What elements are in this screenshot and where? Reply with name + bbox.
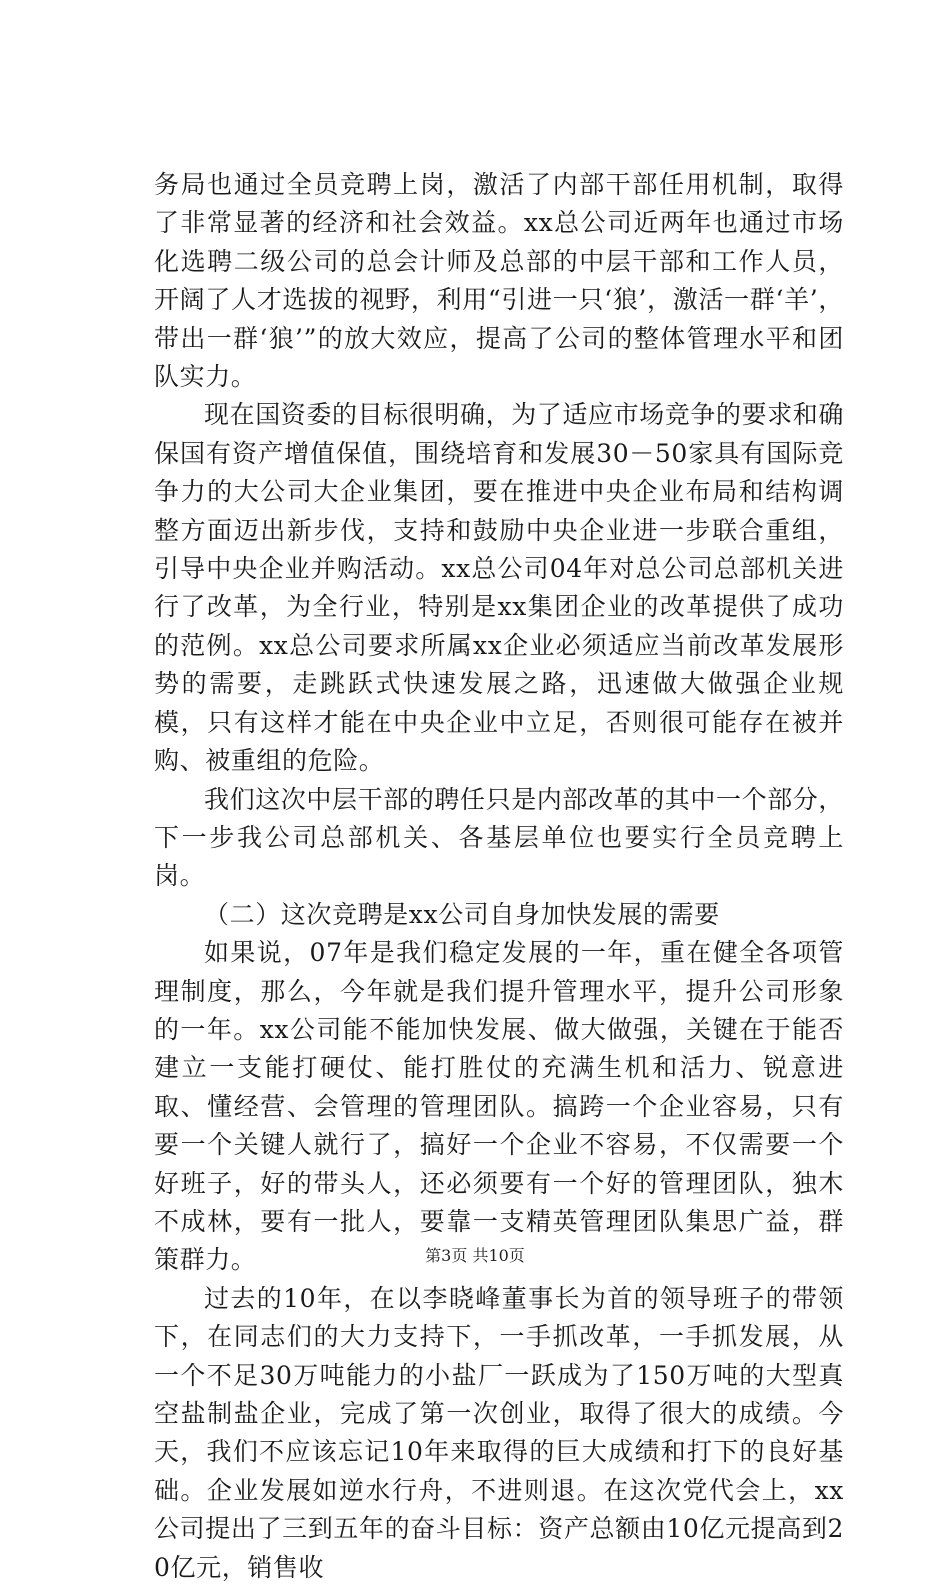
paragraph-1: 务局也通过全员竞聘上岗，激活了内部干部任用机制，取得了非常显著的经济和社会效益。xx总公司近两年也通过市场化选聘二级公司的总会计师及总部的中层干部和工作人员，开阔了人才选拔的视野，利用“引进一只‘狼’，激活一群‘羊’，带出一群‘狼’”的放大效应，提高了公司的整体管理水平和团队实力。 [154, 170, 844, 392]
body-text [154, 166, 844, 1587]
page-number-footer: 第3页 共10页 [425, 1246, 525, 1265]
paragraph-2: 现在国资委的目标很明确，为了适应市场竞争的要求和确保国有资产增值保值，围绕培育和发展30－50家具有国际竞争力的大公司大企业集团，要在推进中央企业布局和结构调整方面迈出新步伐，支持和鼓励中央企业进一步联合重组，引导中央企业并购活动。xx总公司04年对总公司总部机关进行了改革，为全行业，特别是xx集团企业的改革提供了成功的范例。xx总公司要求所属xx企业必须适应当前改革发展形势的需要，走跳跃式快速发展之路，迅速做大做强企业规模，只有这样才能在中央企业中立足，否则很可能存在被并购、被重组的危险。 [154, 400, 845, 776]
paragraph-3: 我们这次中层干部的聘任只是内部改革的其中一个部分，下一步我公司总部机关、各基层单位也要实行全员竞聘上岗。 [154, 784, 845, 891]
paragraph-5: 过去的10年，在以李晓峰董事长为首的领导班子的带领下，在同志们的大力支持下，一手抓改革，一手抓发展，从一个不足30万吨能力的小盐厂一跃成为了150万吨的大型真空盐制盐企业，完成了第一次创业，取得了很大的成绩。今天，我们不应该忘记10年来取得的巨大成绩和打下的良好基础。企业发展如逆水行舟，不进则退。在这次党代会上，xx公司提出了三到五年的奋斗目标：资产总额由10亿元提高到20亿元，销售收 [154, 1283, 844, 1582]
section-heading: （二）这次竞聘是xx公司自身加快发展的需要 [204, 899, 720, 929]
paragraph-4: 如果说，07年是我们稳定发展的一年，重在健全各项管理制度，那么，今年就是我们提升管理水平，提升公司形象的一年。xx公司能不能加快发展、做大做强，关键在于能否建立一支能打硬仗、能打胜仗的充满生机和活力、锐意进取、懂经营、会管理的管理团队。搞跨一个企业容易，只有要一个关键人就行了，搞好一个企业不容易，不仅需要一个好班子，好的带头人，还必须要有一个好的管理团队，独木不成林，要有一批人，要靠一支精英管理团队集思广益，群策群力。 [154, 938, 844, 1275]
